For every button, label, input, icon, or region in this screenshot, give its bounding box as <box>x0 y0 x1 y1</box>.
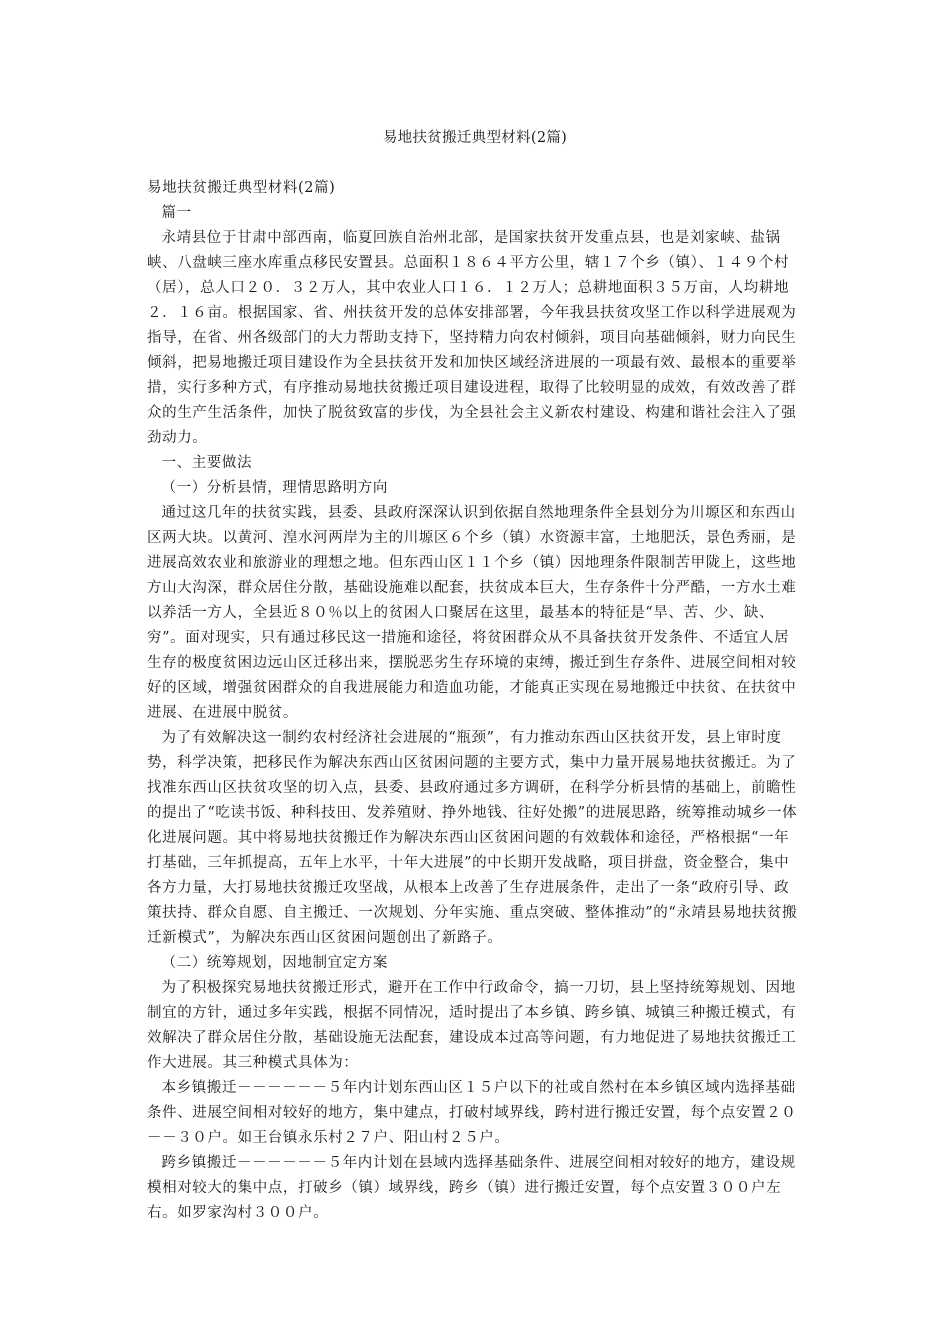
subsection-heading-2: （二）统筹规划，因地制宜定方案 <box>161 955 388 971</box>
document-body <box>147 176 803 1226</box>
paragraph-cross-township: 跨乡镇搬迁－－－－－－５年内计划在县域内选择基础条件、进展空间相对较好的地方，建设规模相对较大的集中点，打破乡（镇）域界线，跨乡（镇）进行搬迁安置，每个点安置３００户左右。如罗家沟村３００户。 <box>147 1155 796 1221</box>
paragraph-bottleneck: 为了有效解决这一制约农村经济社会进展的“瓶颈”，有力推动东西山区扶贫开发，县上审时度势，科学决策，把移民作为解决东西山区贫困问题的主要方式，集中力量开展易地扶贫搬迁。为了找准东西山区扶贫攻坚的切入点，县委、县政府通过多方调研，在科学分析县情的基础上，前瞻性的提出了“吃读书饭、种科技田、发养殖财、挣外地钱、往好处搬”的进展思路，统筹推动城乡一体化进展问题。其中将易地扶贫搬迁作为解决东西山区贫困问题的有效载体和途径，严格根据“一年打基础，三年抓提高，五年上水平，十年大进展”的中长期开发战略，项目拼盘，资金整合，集中各方力量，大打易地扶贫搬迁攻坚战，从根本上改善了生存进展条件，走出了一条“政府引导、政策扶持、群众自愿、自主搬迁、一次规划、分年实施、重点突破、整体推动”的“永靖县易地扶贫搬迁新模式”，为解决东西山区贫困问题创出了新路子。 <box>147 730 798 946</box>
paragraph-planning: 为了积极探究易地扶贫搬迁形式，避开在工作中行政命令，搞一刀切，县上坚持统筹规划、因地制宜的方针，通过多年实践，根据不同情况，适时提出了本乡镇、跨乡镇、城镇三种搬迁模式，有效解决了群众居住分散，基础设施无法配套，建设成本过高等问题，有力地促进了易地扶贫搬迁工作大进展。其三种模式具体为： <box>147 980 797 1071</box>
section-heading-main-practices: 一、主要做法 <box>161 455 253 471</box>
paragraph-county-analysis: 通过这几年的扶贫实践，县委、县政府深深认识到依据自然地理条件全县划分为川塬区和东西山区两大块。以黄河、湟水河两岸为主的川塬区６个乡（镇）水资源丰富，土地肥沃，景色秀丽，是进展高效农业和旅游业的理想之地。但东西山区１１个乡（镇）因地理条件限制苦甲陇上，这些地方山大沟深，群众居住分散，基础设施难以配套，扶贫成本巨大，生存条件十分严酷，一方水土难以养活一方人，全县近８０％以上的贫困人口聚居在这里，最基本的特征是“旱、苦、少、缺、穷”。面对现实，只有通过移民这一措施和途径，将贫困群众从不具备扶贫开发条件、不适宜人居生存的极度贫困边远山区迁移出来，摆脱恶劣生存环境的束缚，搬迁到生存条件、进展空间相对较好的区域，增强贫困群众的自我进展能力和造血功能，才能真正实现在易地搬迁中扶贫、在扶贫中进展、在进展中脱贫。 <box>147 505 797 721</box>
subsection-heading-1: （一）分析县情，理情思路明方向 <box>161 480 388 496</box>
document-title: 易地扶贫搬迁典型材料(2篇) <box>382 130 568 146</box>
document-heading: 易地扶贫搬迁典型材料(2篇) <box>147 180 336 196</box>
paragraph-same-township: 本乡镇搬迁－－－－－－５年内计划东西山区１５户以下的社或自然村在本乡镇区域内选择基础条件、进展空间相对较好的地方，集中建点，打破村域界线，跨村进行搬迁安置，每个点安置２０－－３０户。如王台镇永乐村２７户、阳山村２５户。 <box>147 1080 797 1146</box>
part-label: 篇一 <box>161 205 192 221</box>
paragraph-intro: 永靖县位于甘肃中部西南，临夏回族自治州北部，是国家扶贫开发重点县，也是刘家峡、盐锅峡、八盘峡三座水库重点移民安置县。总面积１８６４平方公里，辖１７个乡（镇）、１４９个村（居），总人口２０．３２万人，其中农业人口１６．１２万人；总耕地面积３５万亩，人均耕地２．１６亩。根据国家、省、州扶贫开发的总体安排部署，今年我县扶贫攻坚工作以科学进展观为指导，在省、州各级部门的大力帮助支持下，坚持精力向农村倾斜，项目向基础倾斜，财力向民生倾斜，把易地搬迁项目建设作为全县扶贫开发和加快区域经济进展的一项最有效、最根本的重要举措，实行多种方式，有序推动易地扶贫搬迁项目建设进程，取得了比较明显的成效，有效改善了群众的生产生活条件，加快了脱贫致富的步伐，为全县社会主义新农村建设、构建和谐社会注入了强劲动力。 <box>147 230 797 446</box>
